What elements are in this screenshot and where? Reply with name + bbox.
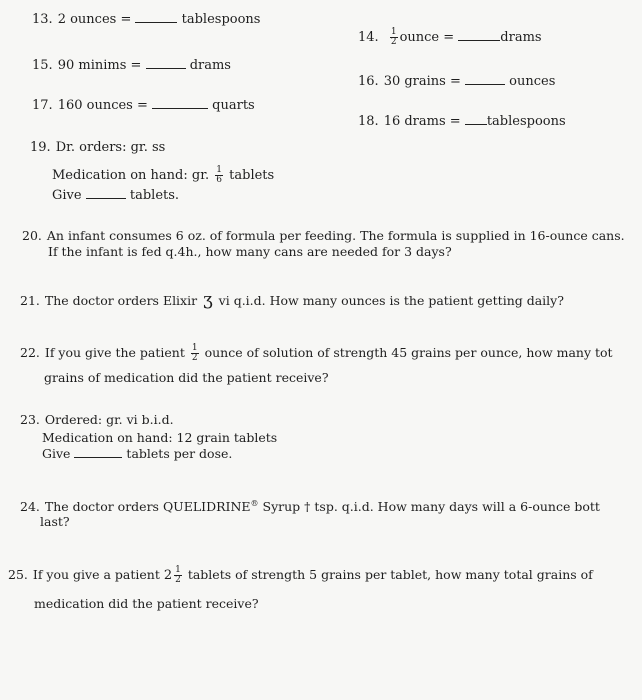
mixed-number-whole: 2 (163, 568, 173, 583)
question-number: 15. (32, 58, 53, 73)
question-number: 19. (30, 140, 51, 155)
question-18 (358, 114, 566, 130)
question-17 (32, 98, 255, 114)
question-25-line2 (34, 596, 259, 612)
question-unit: tablespoons (181, 12, 261, 27)
question-number: 18. (358, 114, 379, 129)
question-22-line2 (44, 370, 329, 386)
question-unit: tablespoons (486, 114, 566, 129)
answer-blank[interactable] (86, 188, 126, 199)
question-24 (20, 496, 600, 515)
dram-symbol: ʒ (203, 290, 213, 310)
question-22 (20, 344, 613, 363)
question-text: 160 ounces = (57, 98, 148, 113)
question-text: tablets of strength 5 grains per tablet, how many total grains of (187, 567, 593, 582)
question-20 (22, 228, 625, 244)
question-text: An infant consumes 6 oz. of formula per feeding. The formula is supplied in 16-ounce cans. (46, 228, 625, 243)
question-text: tablets (229, 168, 275, 183)
question-number: 13. (32, 12, 53, 27)
question-16 (358, 74, 555, 90)
answer-blank[interactable] (465, 74, 505, 85)
question-13 (32, 12, 260, 28)
question-number: 23. (20, 412, 40, 427)
question-14 (358, 28, 542, 47)
question-15 (32, 58, 231, 74)
question-23-line3 (42, 446, 232, 462)
question-text: tablets. (129, 188, 180, 203)
question-number: 21. (20, 293, 40, 308)
question-text: ounce of solution of strength 45 grains per ounce, how many tot (204, 345, 613, 360)
question-text: If you give a patient (32, 567, 160, 582)
question-text: Ordered: gr. vi b.i.d. (44, 412, 174, 427)
question-text: 16 drams = (383, 114, 461, 129)
question-19-line3 (52, 188, 179, 204)
question-text: last? (40, 514, 70, 529)
question-text: Medication on hand: 12 grain tablets (42, 430, 278, 445)
question-text: Syrup (262, 499, 301, 515)
question-text: Dr. orders: gr. ss (55, 140, 166, 155)
question-text: ounce = (399, 30, 455, 45)
question-text: grains of medication did the patient receive? (44, 370, 329, 385)
question-20-line2 (48, 244, 452, 260)
question-text: Medication on hand: gr. (52, 168, 210, 183)
question-text: vi q.i.d. How many ounces is the patient getting daily? (218, 293, 564, 308)
question-text: The doctor orders Elixir (44, 293, 198, 308)
question-text: If you give the patient (44, 345, 185, 360)
answer-blank[interactable] (74, 447, 122, 458)
question-text: tablets per dose. (126, 446, 233, 461)
question-number: 24. (20, 499, 40, 515)
question-25 (8, 566, 593, 585)
question-unit: quarts (212, 98, 255, 113)
fraction: $\frac{1}{2}$ (191, 343, 198, 363)
dagger-symbol: † (304, 499, 311, 515)
question-19-line2 (52, 166, 274, 185)
question-24-line2 (40, 514, 70, 530)
question-text: If the infant is fed q.4h., how many cans are needed for 3 days? (48, 244, 452, 259)
question-number: 20. (22, 228, 42, 243)
question-unit: ounces (509, 74, 556, 89)
question-number: 25. (8, 567, 28, 582)
question-text: The doctor orders QUELIDRINE (44, 499, 251, 515)
question-text: 30 grains = (383, 74, 461, 89)
question-21 (20, 292, 564, 309)
question-text: 2 ounces = (57, 12, 132, 27)
question-text: 90 minims = (57, 58, 142, 73)
question-unit: drams (500, 30, 542, 45)
question-23-line2 (42, 430, 277, 446)
question-text: Give (42, 446, 71, 461)
answer-blank[interactable] (152, 98, 208, 109)
question-19 (30, 140, 165, 156)
answer-blank[interactable] (458, 30, 500, 41)
answer-blank[interactable] (135, 12, 177, 23)
fraction: $\frac{1}{6}$ (216, 165, 223, 185)
question-number: 14. (358, 30, 379, 45)
question-text: Give (52, 188, 82, 203)
answer-blank[interactable] (146, 58, 186, 69)
question-text: medication did the patient receive? (34, 596, 259, 611)
answer-blank[interactable] (465, 114, 487, 125)
question-text: tsp. q.i.d. How many days will a 6-ounce bott (314, 499, 600, 515)
question-unit: drams (189, 58, 231, 73)
fraction: $\frac{1}{2}$ (390, 27, 397, 47)
question-number: 16. (358, 74, 379, 89)
question-23 (20, 412, 174, 428)
fraction: $\frac{1}{2}$ (175, 565, 181, 585)
registered-mark: ® (250, 499, 259, 508)
question-number: 22. (20, 345, 40, 360)
question-number: 17. (32, 98, 53, 113)
